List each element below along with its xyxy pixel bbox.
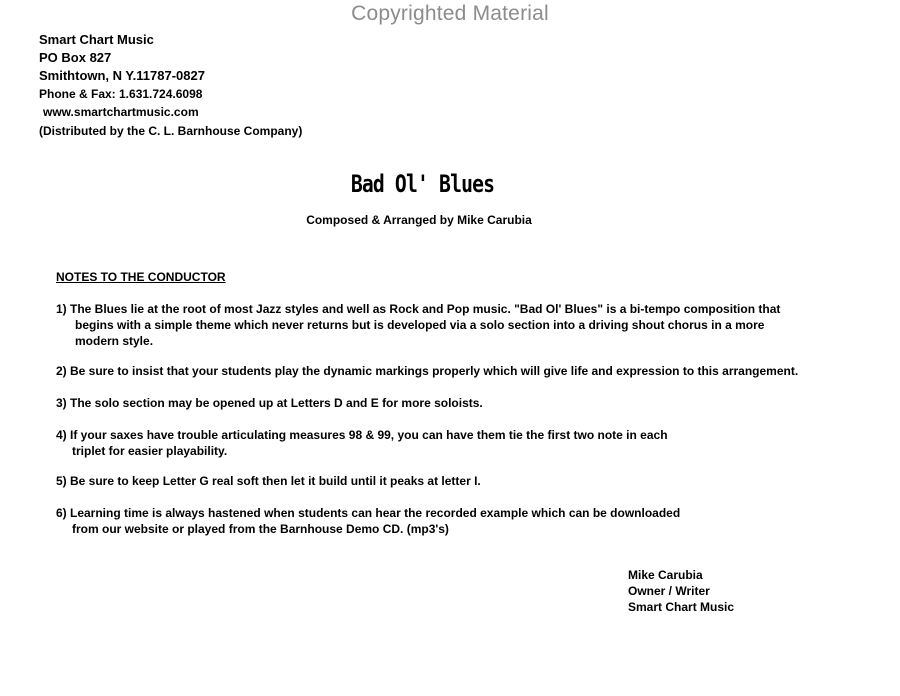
note-item	[56, 473, 481, 489]
note-item	[56, 363, 798, 379]
publisher-distributor: (Distributed by the C. L. Barnhouse Company)	[39, 124, 303, 138]
notes-heading: NOTES TO THE CONDUCTOR	[56, 270, 226, 284]
publisher-website: www.smartchartmusic.com	[43, 105, 199, 119]
signature-role: Owner / Writer	[628, 584, 710, 598]
signature-company: Smart Chart Music	[628, 600, 735, 614]
note-line: 4) If your saxes have trouble articulating measures 98 & 99, you can have them tie the first two note in each	[56, 428, 668, 442]
publisher-city: Smithtown, N Y.11787-0827	[39, 68, 205, 83]
publisher-address-block	[39, 31, 302, 140]
note-line: 5) Be sure to keep Letter G real soft then let it build until it peaks at letter I.	[56, 474, 481, 488]
composer-credit: Composed & Arranged by Mike Carubia	[306, 213, 532, 227]
note-item	[56, 301, 780, 349]
piece-title: Bad Ol' Blues	[350, 170, 495, 198]
note-line: 3) The solo section may be opened up at Letters D and E for more soloists.	[56, 396, 483, 410]
note-line: 2) Be sure to insist that your students play the dynamic markings properly which will give life and expression to this arrangement.	[56, 364, 799, 378]
signature-block	[628, 567, 734, 615]
note-item	[56, 395, 483, 411]
copyright-watermark: Copyrighted Material	[351, 2, 549, 25]
note-item	[56, 427, 668, 459]
note-line: 1) The Blues lie at the root of most Jazz styles and well as Rock and Pop music. "Bad Ol' Blues" is a bi-tempo composition that	[56, 302, 781, 316]
note-line: modern style.	[75, 334, 154, 348]
publisher-po-box: PO Box 827	[39, 50, 112, 65]
signature-name: Mike Carubia	[628, 568, 703, 582]
note-line: triplet for easier playability.	[72, 444, 228, 458]
publisher-name: Smart Chart Music	[39, 32, 154, 47]
note-item	[56, 505, 680, 537]
note-line: from our website or played from the Barnhouse Demo CD. (mp3's)	[72, 522, 449, 536]
note-line: 6) Learning time is always hastened when students can hear the recorded example which can be downloaded	[56, 506, 681, 520]
note-line: begins with a simple theme which never returns but is developed via a solo section into a driving shout chorus in a more	[75, 318, 765, 332]
publisher-phone: Phone & Fax: 1.631.724.6098	[39, 87, 203, 101]
